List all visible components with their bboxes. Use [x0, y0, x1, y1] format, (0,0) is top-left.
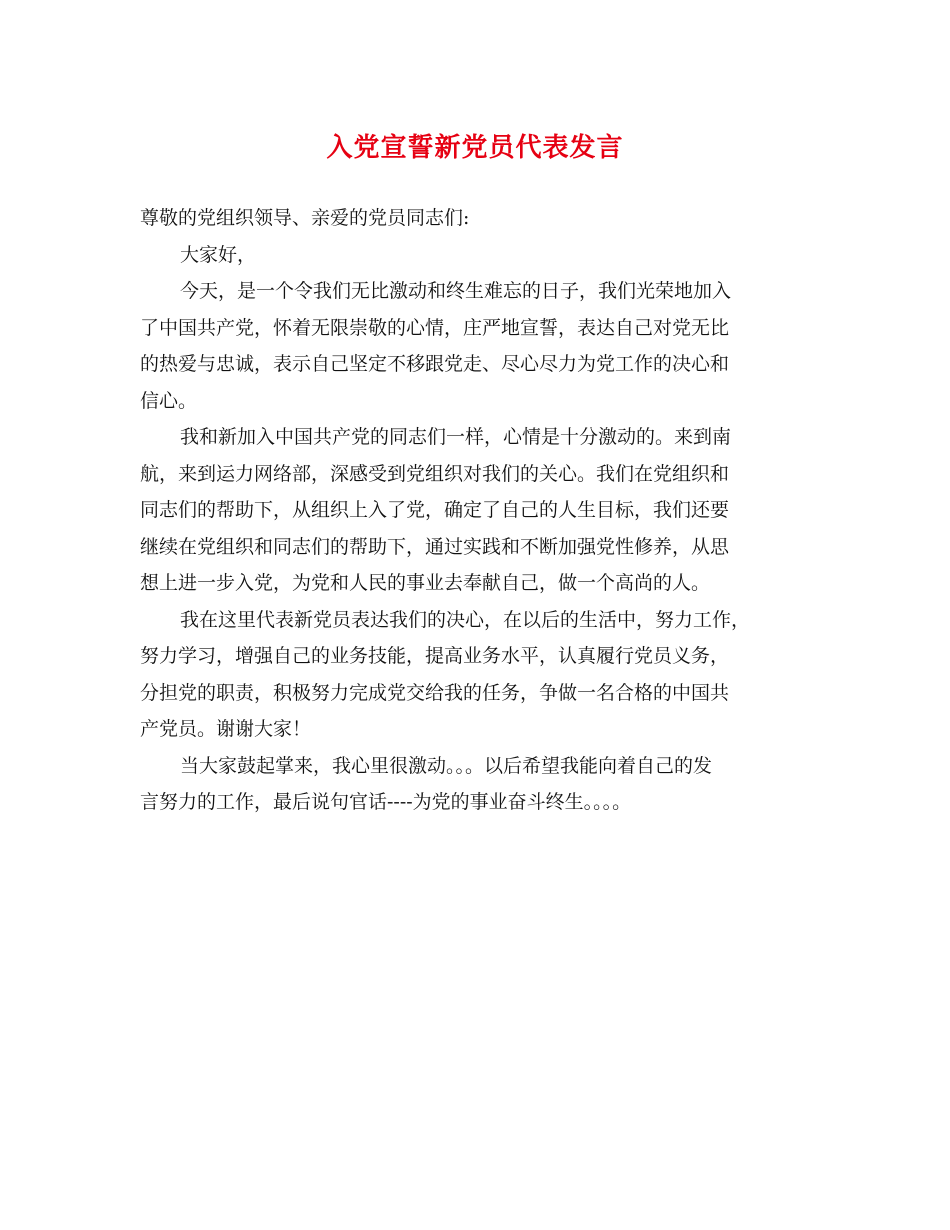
paragraph-line: 产党员。谢谢大家！	[140, 718, 312, 740]
salutation: 尊敬的党组织领导、亲爱的党员同志们:	[140, 207, 470, 229]
paragraph-line: 信心。	[140, 389, 198, 412]
greeting: 大家好，	[180, 243, 257, 266]
paragraph-line: 继续在党组织和同志们的帮助下，通过实践和不断加强党性修养，从思	[140, 535, 730, 558]
paragraph-line: 努力学习，增强自己的业务技能，提高业务水平，认真履行党员义务，	[140, 645, 730, 667]
paragraph-line: 我在这里代表新党员表达我们的决心，在以后的生活中，努力工作，	[180, 608, 751, 631]
paragraph-line: 了中国共产党，怀着无限崇敬的心情，庄严地宣誓，表达自己对党无比	[140, 316, 730, 339]
document-title: 入党宣誓新党员代表发言	[326, 133, 624, 163]
paragraph-line: 的热爱与忠诚，表示自己坚定不移跟党走、尽心尽力为党工作的决心和	[140, 353, 730, 375]
document-body	[140, 200, 820, 821]
paragraph-line: 同志们的帮助下，从组织上入了党，确定了自己的人生目标，我们还要	[140, 499, 730, 521]
paragraph-line: 当大家鼓起掌来，我心里很激动。。。以后希望我能向着自己的发	[180, 754, 713, 777]
paragraph-line: 言努力的工作，最后说句官话----为党的事业奋斗终生。。。。	[140, 791, 632, 813]
paragraph-line: 想上进一步入党，为党和人民的事业去奉献自己，做一个高尚的人。	[140, 572, 711, 594]
paragraph-line: 航，来到运力网络部，深感受到党组织对我们的关心。我们在党组织和	[140, 462, 730, 485]
paragraph-line: 今天，是一个令我们无比激动和终生难忘的日子，我们光荣地加入	[180, 280, 732, 302]
paragraph-line: 我和新加入中国共产党的同志们一样，心情是十分激动的。来到南	[180, 426, 732, 448]
paragraph-line: 分担党的职责，积极努力完成党交给我的任务，争做一名合格的中国共	[140, 681, 730, 704]
